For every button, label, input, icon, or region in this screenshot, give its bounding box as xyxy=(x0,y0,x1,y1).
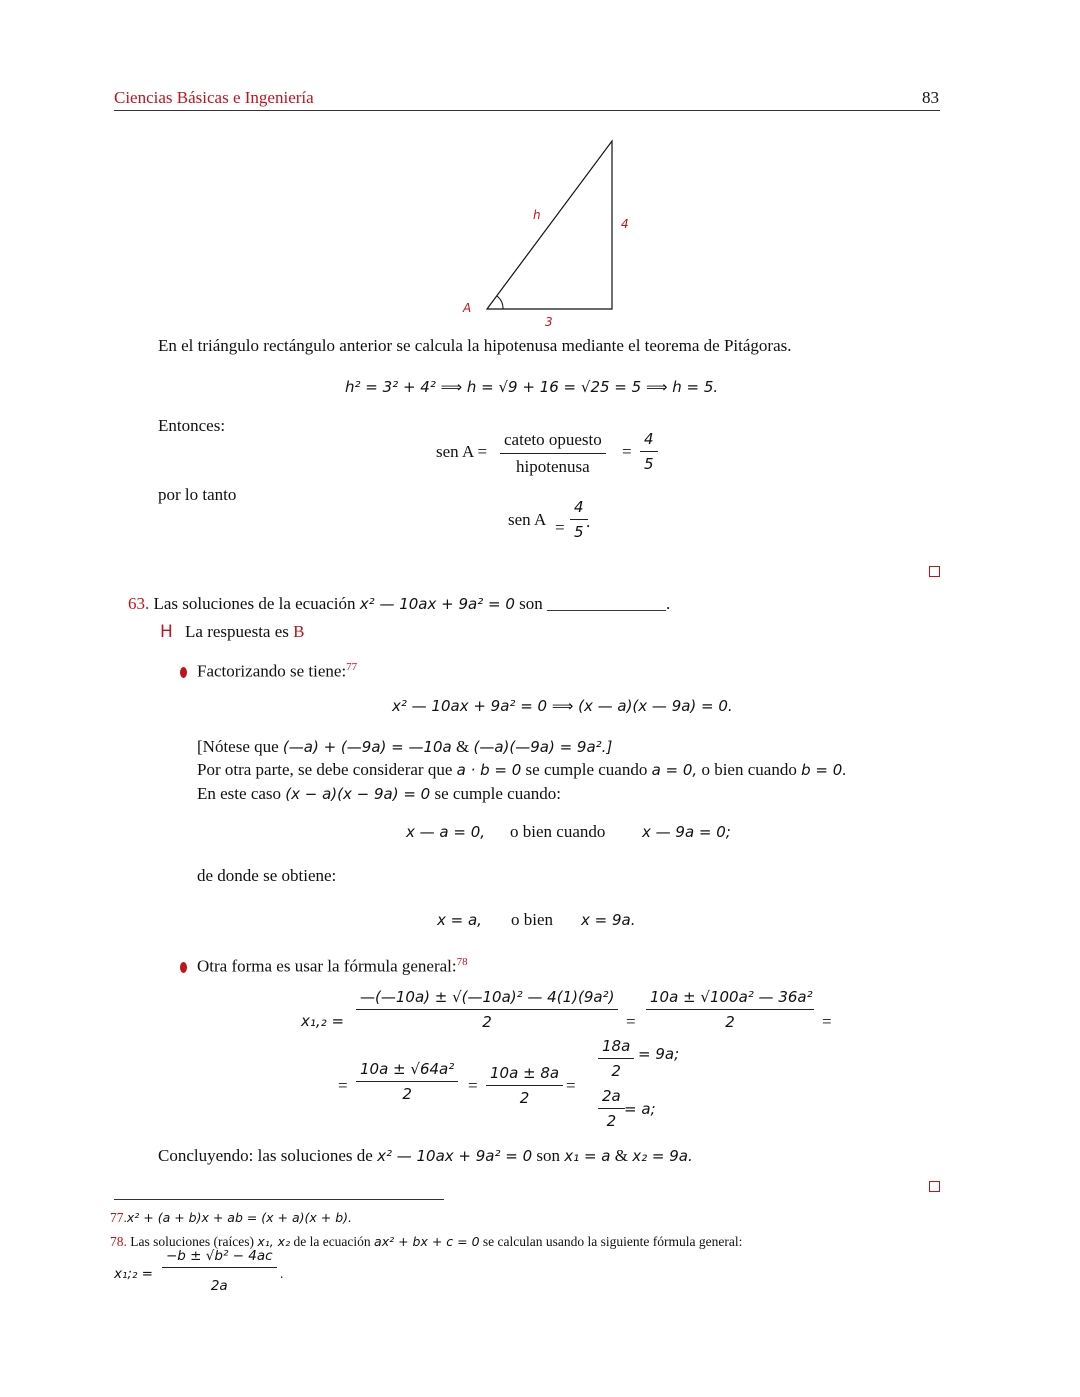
statement-text: Las soluciones de la ecuación xyxy=(153,594,356,613)
factor-equation: x² — 10ax + 9a² = 0 ⟹ (x — a)(x — 9a) = 0. xyxy=(392,697,733,715)
numerator: 4 xyxy=(570,498,588,520)
m: x₂ = 9a. xyxy=(632,1147,693,1165)
t: & xyxy=(456,737,470,756)
m: ax² + bx + c = 0 xyxy=(374,1234,480,1249)
numerator: 10a ± √100a² — 36a² xyxy=(646,988,814,1010)
numerator: 2a xyxy=(598,1087,625,1109)
answer-letter: B xyxy=(293,622,305,641)
footnote-number: 77. xyxy=(110,1210,127,1225)
denominator: 2 xyxy=(402,1085,412,1103)
m: (x − a)(x − 9a) = 0 xyxy=(285,785,431,803)
sol2: x = 9a. xyxy=(581,911,636,929)
method2-title-text: Otra forma es usar la fórmula general: xyxy=(197,956,457,976)
obien: o bien xyxy=(511,910,554,929)
running-header-title: Ciencias Básicas e Ingeniería xyxy=(114,88,314,107)
t: Las soluciones (raíces) xyxy=(130,1234,254,1249)
obien-cuando: o bien cuando xyxy=(510,822,606,841)
page-number: 83 xyxy=(922,88,939,107)
de-donde: de donde se obtiene: xyxy=(197,866,337,885)
denominator: 2a xyxy=(210,1278,228,1294)
x12-lhs: x₁,₂ = xyxy=(301,1012,345,1030)
case-line xyxy=(197,784,561,804)
answer-text: La respuesta es xyxy=(185,622,289,641)
sen-label-2: sen A xyxy=(508,510,547,529)
t: [Nótese que xyxy=(197,737,279,756)
qed-square-icon xyxy=(929,566,940,577)
equals: = xyxy=(822,1012,832,1031)
footnote-math: x² + (a + b)x + ab = (x + a)(x + b). xyxy=(126,1210,353,1225)
case-result-2: = a; xyxy=(624,1100,656,1118)
t: & xyxy=(614,1146,628,1165)
equals: = xyxy=(338,1076,348,1095)
denominator: 5 xyxy=(574,523,584,541)
case2: x — 9a = 0; xyxy=(642,823,731,841)
fraction-2 xyxy=(646,988,814,1031)
footnote-ref-77[interactable]: 77 xyxy=(346,661,358,673)
answer-blank: ______________. xyxy=(547,594,671,613)
denominator: 2 xyxy=(725,1013,735,1031)
sen-label: sen A = xyxy=(436,442,488,461)
method1-title-text: Factorizando se tiene: xyxy=(197,661,347,681)
t: se cumple cuando: xyxy=(434,784,561,803)
method1-title xyxy=(197,661,357,682)
footnote-ref-78[interactable]: 78 xyxy=(456,956,468,968)
fraction-1 xyxy=(356,988,618,1031)
ratio-fraction xyxy=(500,430,606,477)
label-A: A xyxy=(463,301,472,315)
answer-line xyxy=(160,622,304,642)
footnote-77 xyxy=(110,1210,352,1226)
t: son xyxy=(536,1146,561,1165)
note-line xyxy=(197,737,612,757)
intro-text: En el triángulo rectángulo anterior se calcula la hipotenusa mediante el teorema de Pitágoras. xyxy=(158,336,792,355)
denominator: 2 xyxy=(482,1013,492,1031)
m: x₁ = a xyxy=(564,1147,611,1165)
m: (—a) + (—9a) = —10a xyxy=(282,738,452,756)
conclusion xyxy=(158,1146,693,1166)
bullet-icon xyxy=(180,667,187,678)
m: a · b = 0 xyxy=(456,761,522,779)
t: se cumple cuando xyxy=(525,760,648,779)
equals: = xyxy=(626,1012,636,1031)
denominator: 2 xyxy=(519,1089,530,1107)
m: (—a)(—9a) = 9a².] xyxy=(473,738,613,756)
t: En este caso xyxy=(197,784,282,803)
qed-square-icon xyxy=(929,1181,940,1192)
right-triangle-figure xyxy=(0,0,1080,340)
numerator: 4 xyxy=(640,430,658,452)
sol1: x = a, xyxy=(437,911,482,929)
equals: = xyxy=(468,1076,478,1095)
four-fifths xyxy=(640,430,658,473)
equals: = xyxy=(566,1076,576,1095)
period: . xyxy=(280,1266,284,1281)
case1: x — a = 0, xyxy=(406,823,486,841)
equals-2: = xyxy=(555,518,565,537)
case-fraction-1 xyxy=(598,1037,634,1080)
denominator: 2 xyxy=(611,1062,621,1080)
t: se calculan usando la siguiente fórmula general: xyxy=(482,1234,743,1249)
denominator: hipotenusa xyxy=(516,457,590,476)
t: de la ecuación xyxy=(293,1234,371,1249)
t: o bien cuando xyxy=(701,760,797,779)
bullet-icon xyxy=(180,962,187,973)
m: x² — 10ax + 9a² = 0 xyxy=(377,1147,533,1165)
numerator: cateto opuesto xyxy=(500,430,606,454)
numerator: —(—10a) ± √(—10a)² — 4(1)(9a²) xyxy=(356,988,618,1010)
footnote-formula-lhs: x₁;₂ = xyxy=(114,1266,153,1282)
label-4: 4 xyxy=(621,217,629,231)
footnote-rule xyxy=(114,1199,444,1200)
footnote-number: 78. xyxy=(110,1234,127,1249)
t: Concluyendo: las soluciones de xyxy=(158,1146,373,1165)
problem-statement xyxy=(128,594,670,614)
pythagoras-equation: h² = 3² + 4² ⟹ h = √9 + 16 = √25 = 5 ⟹ h = 5. xyxy=(345,378,719,396)
por-lo-tanto: por lo tanto xyxy=(158,485,237,504)
fraction-4 xyxy=(486,1064,563,1107)
equals: = xyxy=(622,442,632,461)
denominator: 2 xyxy=(606,1112,617,1130)
method2-title xyxy=(197,956,468,977)
m: b = 0. xyxy=(801,761,847,779)
answer-marker: H xyxy=(160,622,173,642)
problem-number: 63. xyxy=(128,594,150,613)
case-result-1: = 9a; xyxy=(638,1045,680,1063)
m: a = 0, xyxy=(651,761,698,779)
statement-equation: x² — 10ax + 9a² = 0 xyxy=(359,595,515,613)
numerator: 10a ± 8a xyxy=(486,1064,563,1086)
numerator: 10a ± √64a² xyxy=(356,1060,458,1082)
case-fraction-2 xyxy=(598,1087,625,1130)
footnote-formula-fraction xyxy=(162,1248,277,1294)
label-h: h xyxy=(533,208,541,222)
zero-product-line xyxy=(197,760,847,780)
label-3: 3 xyxy=(545,315,553,329)
statement-suffix: son xyxy=(519,594,543,613)
numerator: 18a xyxy=(598,1037,634,1059)
four-fifths-2 xyxy=(570,498,591,541)
fraction-3 xyxy=(356,1060,458,1103)
numerator: −b ± √b² − 4ac xyxy=(162,1248,277,1268)
m: x₁, x₂ xyxy=(257,1234,291,1249)
t: Por otra parte, se debe considerar que xyxy=(197,760,453,779)
denominator: 5 xyxy=(644,455,654,473)
period: . xyxy=(586,512,591,531)
entonces-label: Entonces: xyxy=(158,416,226,435)
